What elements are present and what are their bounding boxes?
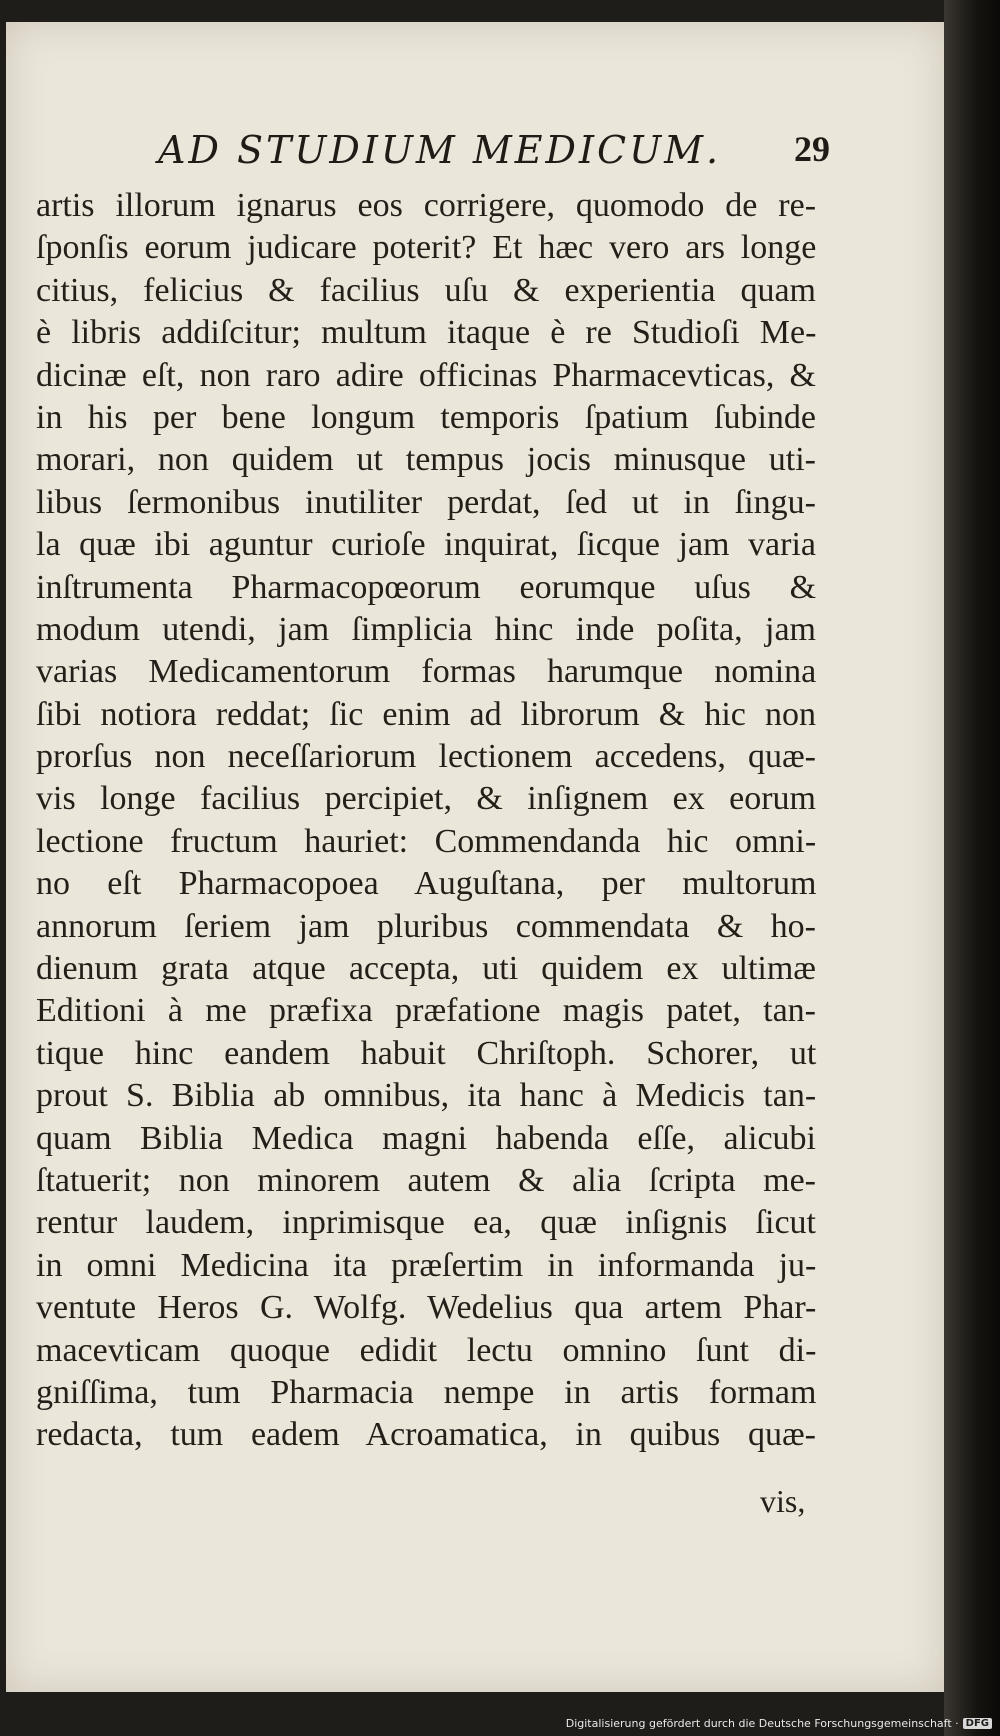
text-line: varias Medicamentorum formas harumque nomina [36,653,817,691]
text-line: ſibi notiora reddat; ſic enim ad librorum & hic non [36,695,816,733]
dfg-logo-icon: DFG [963,1718,992,1729]
text-line: la quæ ibi aguntur curioſe inquirat, ſicque jam varia [36,526,816,564]
footer-credit: Digitalisierung gefördert durch die Deutsche Forschungsgemeinschaft · [565,1717,959,1730]
text-line: Editioni à me præfixa præfatione magis patet, tan- [36,992,816,1030]
text-line: lectione fructum hauriet: Commendanda hic omni- [36,822,817,860]
text-line: libus ſermonibus inutiliter perdat, ſed ut in ſingu- [36,483,816,521]
text-line: dicinæ eſt, non raro adire officinas Pharmacevticas, & [36,356,816,394]
text-line: in his per bene longum temporis ſpatium ſubinde [36,398,816,436]
text-line: ſponſis eorum judicare poterit? Et hæc vero ars longe [36,229,817,267]
text-line: modum utendi, jam ſimplicia hinc inde poſita, jam [36,610,816,648]
text-line: gniſſima, tum Pharmacia nempe in artis formam [36,1373,817,1411]
text-line: dienum grata atque accepta, uti quidem ex ultimæ [36,950,816,988]
text-line: è libris addiſcitur; multum itaque è re Studioſi Me- [36,314,817,352]
text-line: prout S. Biblia ab omnibus, ita hanc à Medicis tan- [36,1077,817,1115]
text-line: tique hinc eandem habuit Chriſtoph. Schorer, ut [36,1034,817,1072]
text-line: artis illorum ignarus eos corrigere, quomodo de re- [36,187,817,224]
text-line: macevticam quoque edidit lectu omnino ſunt di- [36,1331,817,1369]
text-line: ventute Heros G. Wolfg. Wedelius qua artem Phar- [36,1289,817,1327]
text-line: in omni Medicina ita præſertim in informanda ju- [36,1246,817,1284]
text-line: morari, non quidem ut tempus jocis minusque uti- [36,441,816,479]
book-edge [944,0,1000,1736]
page-number: 29 [794,129,830,169]
text-line: vis longe facilius percipiet, & inſignem ex eorum [36,780,816,818]
text-line: inſtrumenta Pharmacopœorum eorumque uſus & [36,568,817,606]
text-line: quam Biblia Medica magni habenda eſſe, alicubi [36,1119,816,1157]
text-line: annorum ſeriem jam pluribus commendata & ho- [36,907,816,945]
text-line: citius, felicius & facilius uſu & experientia quam [36,271,816,309]
running-head: AD STUDIUM MEDICUM. [158,128,722,172]
text-line: rentur laudem, inprimisque ea, quæ inſignis ſicut [36,1204,816,1242]
text-line: redacta, tum eadem Acroamatica, in quibus quæ- [36,1416,816,1454]
catchword: vis, [760,1483,806,1519]
page-header [150,128,830,184]
digitization-footer [566,1717,992,1730]
text-line: no eſt Pharmacopoea Auguſtana, per multorum [36,865,817,903]
text-line: prorſus non neceſſariorum lectionem accedens, quæ- [36,738,816,776]
text-line: ſtatuerit; non minorem autem & alia ſcripta me- [36,1161,816,1199]
body-text [36,185,816,1457]
